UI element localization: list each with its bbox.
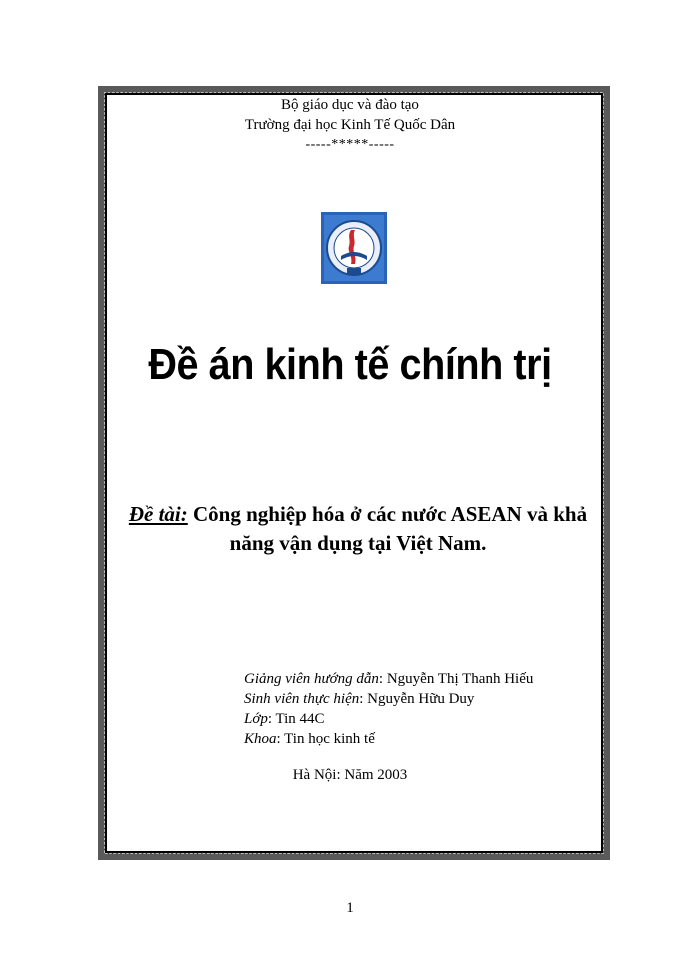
university-seal-icon (321, 212, 387, 284)
header-separator: -----*****----- (305, 137, 395, 152)
class-label: Lớp (244, 711, 268, 727)
faculty-label: Khoa (244, 731, 277, 747)
student-line (244, 689, 474, 709)
faculty-value: : Tin học kinh tế (276, 731, 375, 747)
page-number: 1 (346, 900, 354, 916)
advisor-line (244, 669, 533, 689)
university-name: Trường đại học Kinh Tế Quốc Dân (244, 117, 456, 133)
student-label: Sinh viên thực hiện (244, 691, 360, 707)
place-date: Hà Nội: Năm 2003 (292, 767, 408, 783)
student-name: : Nguyễn Hữu Duy (359, 691, 475, 707)
faculty-line (244, 729, 375, 749)
page-title: Đề án kinh tế chính trị (148, 340, 552, 389)
advisor-label: Giảng viên hướng dẫn (244, 671, 379, 687)
ministry-name: Bộ giáo dục và đào tạo (281, 97, 419, 113)
class-value: : Tin 44C (267, 711, 325, 727)
class-line (244, 709, 325, 729)
topic-text: Công nghiệp hóa ở các nước ASEAN và khả năng vận dụng tại Việt Nam. (187, 502, 588, 555)
advisor-name: : Nguyễn Thị Thanh Hiếu (378, 671, 534, 687)
topic (118, 500, 598, 558)
topic-label: Đề tài: (128, 502, 188, 526)
